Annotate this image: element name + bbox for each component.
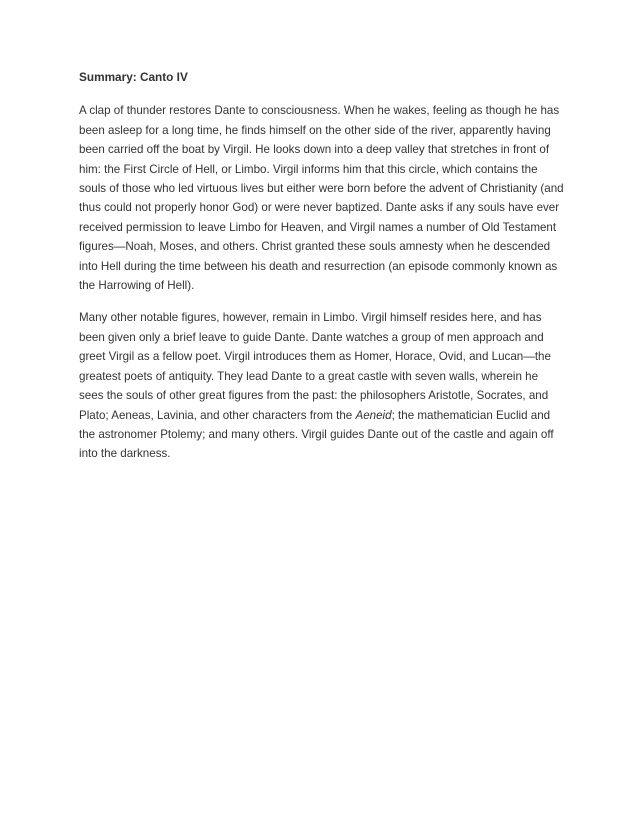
- section-heading: Summary: Canto IV: [79, 70, 188, 84]
- paragraph-2-text-end: ; the mathematician Euclid and the astronomer Ptolemy; and many others. Virgil guides Dante out of the castle and again off into the darkness.: [79, 408, 554, 461]
- paragraph-2: [79, 308, 565, 463]
- aeneid-title: Aeneid: [355, 408, 392, 422]
- paragraph-1: A clap of thunder restores Dante to consciousness. When he wakes, feeling as though he has been asleep for a long time, he finds himself on the other side of the river, apparently having been carried off the boat by Virgil. He looks down into a deep valley that stretches in front of him: the First Circle of Hell, or Limbo. Virgil informs him that this circle, which contains the souls of those who led virtuous lives but either were born before the advent of Christianity (and thus could not properly honor God) or were never baptized. Dante asks if any souls have ever received permission to leave Limbo for Heaven, and Virgil names a number of Old Testament figures—Noah, Moses, and others. Christ granted these souls amnesty when he descended into Hell during the time between his death and resurrection (an episode commonly known as the Harrowing of Hell).: [79, 104, 564, 293]
- document-body: [79, 68, 565, 477]
- paragraph-2-text-start: Many other notable figures, however, remain in Limbo. Virgil himself resides here, and has been given only a brief leave to guide Dante. Dante watches a group of men approach and greet Virgil as a fellow poet. Virgil introduces them as Homer, Horace, Ovid, and Lucan—the greatest poets of antiquity. They lead Dante to a great castle with seven walls, wherein he sees the souls of other great figures from the past: the philosophers Aristotle, Socrates, and Plato; Aeneas, Lavinia, and other characters from the: [79, 311, 551, 422]
